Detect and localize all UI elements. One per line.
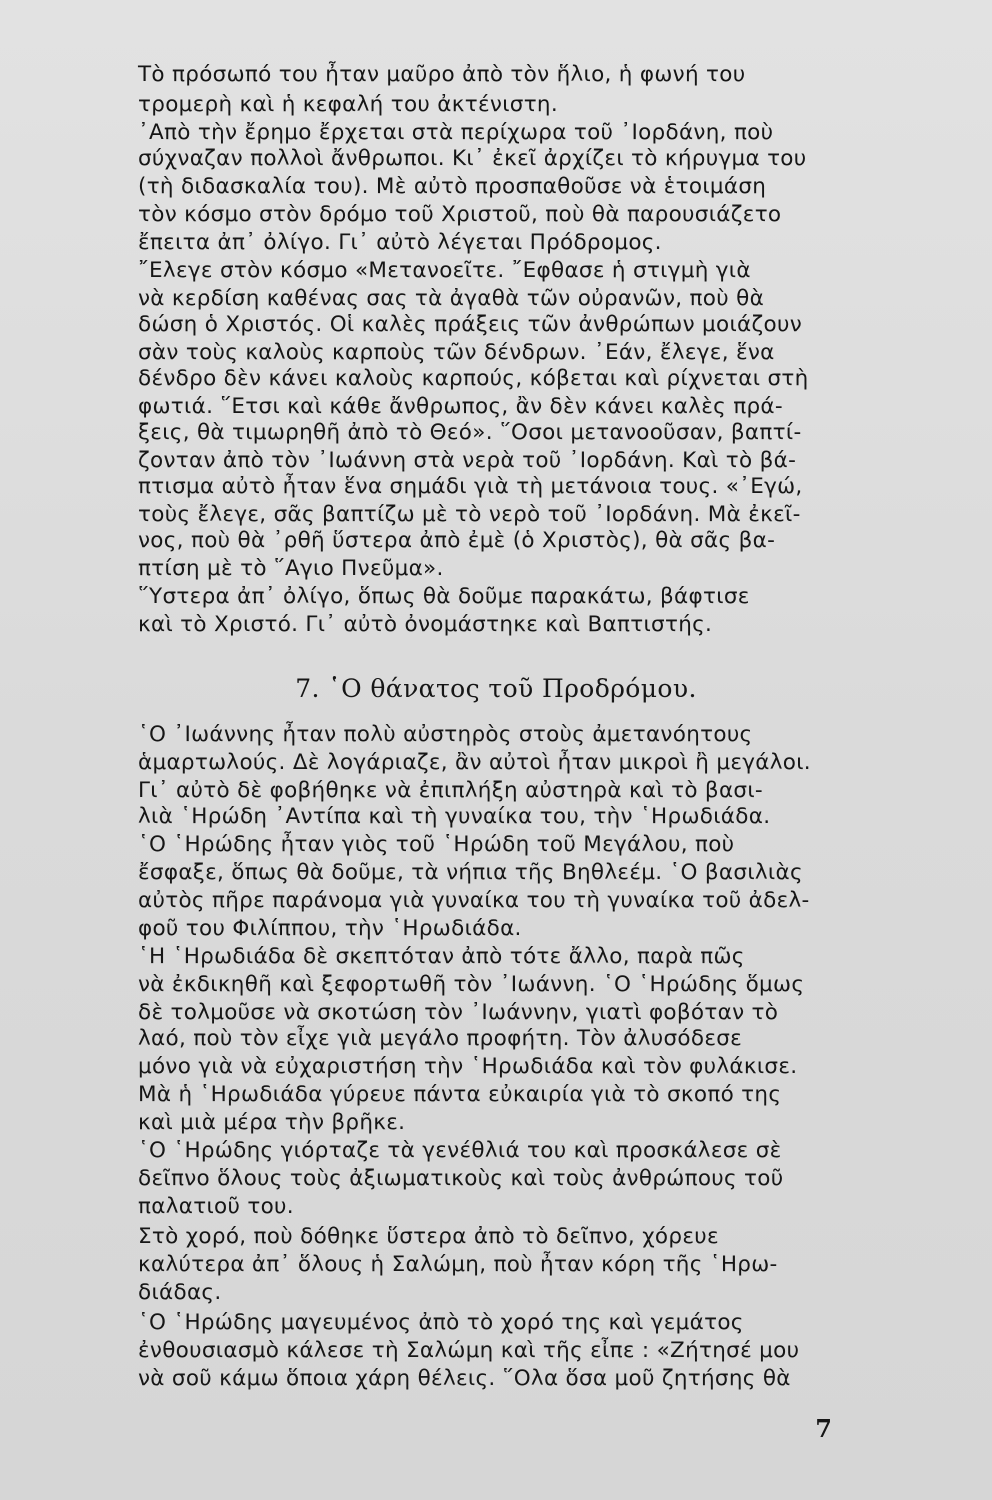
text-line: καὶ τὸ Χριστό. Γι᾿ αὐτὸ ὀνομάστηκε καὶ Βαπτιστής. <box>138 612 713 637</box>
text-line: ῎Ελεγε στὸν κόσμο «Μετανοεῖτε. ῎Εφθασε ἡ στιγμὴ γιὰ <box>138 258 751 283</box>
text-line: ῞Υστερα ἀπ᾿ ὀλίγο, ὅπως θὰ δοῦμε παρακάτω, βάφτισε <box>138 584 750 609</box>
text-line: νὰ σοῦ κάμω ὅποια χάρη θέλεις. ῞Ολα ὅσα μοῦ ζητήσης θὰ <box>138 1366 791 1391</box>
text-line: διάδας. <box>138 1280 222 1305</box>
text-line: τὸν κόσμο στὸν δρόμο τοῦ Χριστοῦ, ποὺ θὰ παρουσιάζετο <box>138 202 782 227</box>
text-line: πτισμα αὐτὸ ἦταν ἕνα σημάδι γιὰ τὴ μετάνοια τους. «᾿Εγώ, <box>138 474 803 499</box>
text-line: Στὸ χορό, ποὺ δόθηκε ὕστερα ἀπὸ τὸ δεῖπνο, χόρευε <box>138 1224 719 1249</box>
text-line: (τὴ διδασκαλία του). Μὲ αὐτὸ προσπαθοῦσε νὰ ἑτοιμάση <box>138 174 767 199</box>
text-line: νὰ κερδίση καθένας σας τὰ ἀγαθὰ τῶν οὐρανῶν, ποὺ θὰ <box>138 286 765 311</box>
text-line: πτίση μὲ τὸ ῞Αγιο Πνεῦμα». <box>138 556 444 581</box>
text-line: δεῖπνο ὅλους τοὺς ἀξιωματικοὺς καὶ τοὺς ἀνθρώπους τοῦ <box>138 1166 784 1191</box>
text-line: δὲ τολμοῦσε νὰ σκοτώση τὸν ᾿Ιωάννην, γιατὶ φοβόταν τὸ <box>138 1000 779 1025</box>
text-line: ῾Ο ᾿Ιωάννης ἦταν πολὺ αὐστηρὸς στοὺς ἀμετανόητους <box>138 722 753 747</box>
text-line: Γι᾿ αὐτὸ δὲ φοβήθηκε νὰ ἐπιπλήξη αὐστηρὰ καὶ τὸ βασι- <box>138 778 763 803</box>
text-line: λιὰ ῾Ηρώδη ᾿Αντίπα καὶ τὴ γυναίκα του, τὴν ῾Ηρωδιάδα. <box>138 804 771 829</box>
text-line: σύχναζαν πολλοὶ ἄνθρωποι. Κι᾿ ἐκεῖ ἀρχίζει τὸ κήρυγμα του <box>138 146 807 171</box>
text-line: καλύτερα ἀπ᾿ ὅλους ἡ Σαλώμη, ποὺ ἦταν κόρη τῆς ῾Ηρω- <box>138 1252 778 1277</box>
text-line: τρομερὴ καὶ ἡ κεφαλή του ἀκτένιστη. <box>138 92 558 117</box>
text-line: παλατιοῦ του. <box>138 1194 294 1219</box>
text-line: σὰν τοὺς καλοὺς καρποὺς τῶν δένδρων. ᾿Εάν, ἔλεγε, ἕνα <box>138 340 775 365</box>
text-line: φοῦ του Φιλίππου, τὴν ῾Ηρωδιάδα. <box>138 916 522 941</box>
text-line: Μὰ ἡ ῾Ηρωδιάδα γύρευε πάντα εὐκαιρία γιὰ τὸ σκοπό της <box>138 1082 782 1107</box>
text-line: καὶ μιὰ μέρα τὴν βρῆκε. <box>138 1110 406 1135</box>
text-line: λαό, ποὺ τὸν εἶχε γιὰ μεγάλο προφήτη. Τὸν ἀλυσόδεσε <box>138 1026 743 1051</box>
text-line: δώση ὁ Χριστός. Οἱ καλὲς πράξεις τῶν ἀνθρώπων μοιάζουν <box>138 312 803 337</box>
text-line: φωτιά. ῞Ετσι καὶ κάθε ἄνθρωπος, ἂν δὲν κάνει καλὲς πρά- <box>138 394 783 419</box>
text-line: νὰ ἐκδικηθῆ καὶ ξεφορτωθῆ τὸν ᾿Ιωάννη. ῾Ο ῾Ηρώδης ὅμως <box>138 972 805 997</box>
text-line: αὐτὸς πῆρε παράνομα γιὰ γυναίκα του τὴ γυναίκα τοῦ ἀδελ- <box>138 888 810 913</box>
text-line: ῾Ο ῾Ηρώδης γιόρταζε τὰ γενέθλιά του καὶ προσκάλεσε σὲ <box>138 1138 782 1163</box>
text-line: ἔπειτα ἀπ᾿ ὀλίγο. Γι᾿ αὐτὸ λέγεται Πρόδρομος. <box>138 230 662 255</box>
text-line: ζονταν ἀπὸ τὸν ᾿Ιωάννη στὰ νερὰ τοῦ ᾿Ιορδάνη. Καὶ τὸ βά- <box>138 448 797 473</box>
text-line: ἁμαρτωλούς. Δὲ λογάριαζε, ἂν αὐτοὶ ἦταν μικροὶ ἢ μεγάλοι. <box>138 750 811 775</box>
section-heading: 7. ῾Ο θάνατος τοῦ Προδρόμου. <box>295 674 697 703</box>
text-line: μόνο γιὰ νὰ εὐχαριστήση τὴν ῾Ηρωδιάδα καὶ τὸν φυλάκισε. <box>138 1054 798 1079</box>
text-line: ῾Ο ῾Ηρώδης ἦταν γιὸς τοῦ ῾Ηρώδη τοῦ Μεγάλου, ποὺ <box>138 832 735 857</box>
text-line: ξεις, θὰ τιμωρηθῆ ἀπὸ τὸ Θεό». ῞Οσοι μετανοοῦσαν, βαπτί- <box>138 420 802 445</box>
page-number: 7 <box>815 1414 832 1443</box>
text-line: Τὸ πρόσωπό του ἦταν μαῦρο ἀπὸ τὸν ἥλιο, ἡ φωνή του <box>138 62 746 87</box>
text-line: ᾿Απὸ τὴν ἔρημο ἔρχεται στὰ περίχωρα τοῦ ᾿Ιορδάνη, ποὺ <box>138 120 774 145</box>
text-line: ῾Η ῾Ηρωδιάδα δὲ σκεπτόταν ἀπὸ τότε ἄλλο, παρὰ πῶς <box>138 944 745 969</box>
text-line: νος, ποὺ θὰ ᾿ρθῆ ὕστερα ἀπὸ ἐμὲ (ὁ Χριστὸς), θὰ σᾶς βα- <box>138 528 776 553</box>
text-line: δένδρο δὲν κάνει καλοὺς καρπούς, κόβεται καὶ ρίχνεται στὴ <box>138 366 809 391</box>
text-line: τοὺς ἔλεγε, σᾶς βαπτίζω μὲ τὸ νερὸ τοῦ ᾿Ιορδάνη. Μὰ ἐκεῖ- <box>138 502 801 527</box>
text-line: ἐνθουσιασμὸ κάλεσε τὴ Σαλώμη καὶ τῆς εἶπε : «Ζήτησέ μου <box>138 1338 800 1363</box>
text-line: ἔσφαξε, ὅπως θὰ δοῦμε, τὰ νήπια τῆς Βηθλεέμ. ῾Ο βασιλιὰς <box>138 860 803 885</box>
text-line: ῾Ο ῾Ηρώδης μαγευμένος ἀπὸ τὸ χορό της καὶ γεμάτος <box>138 1310 744 1335</box>
